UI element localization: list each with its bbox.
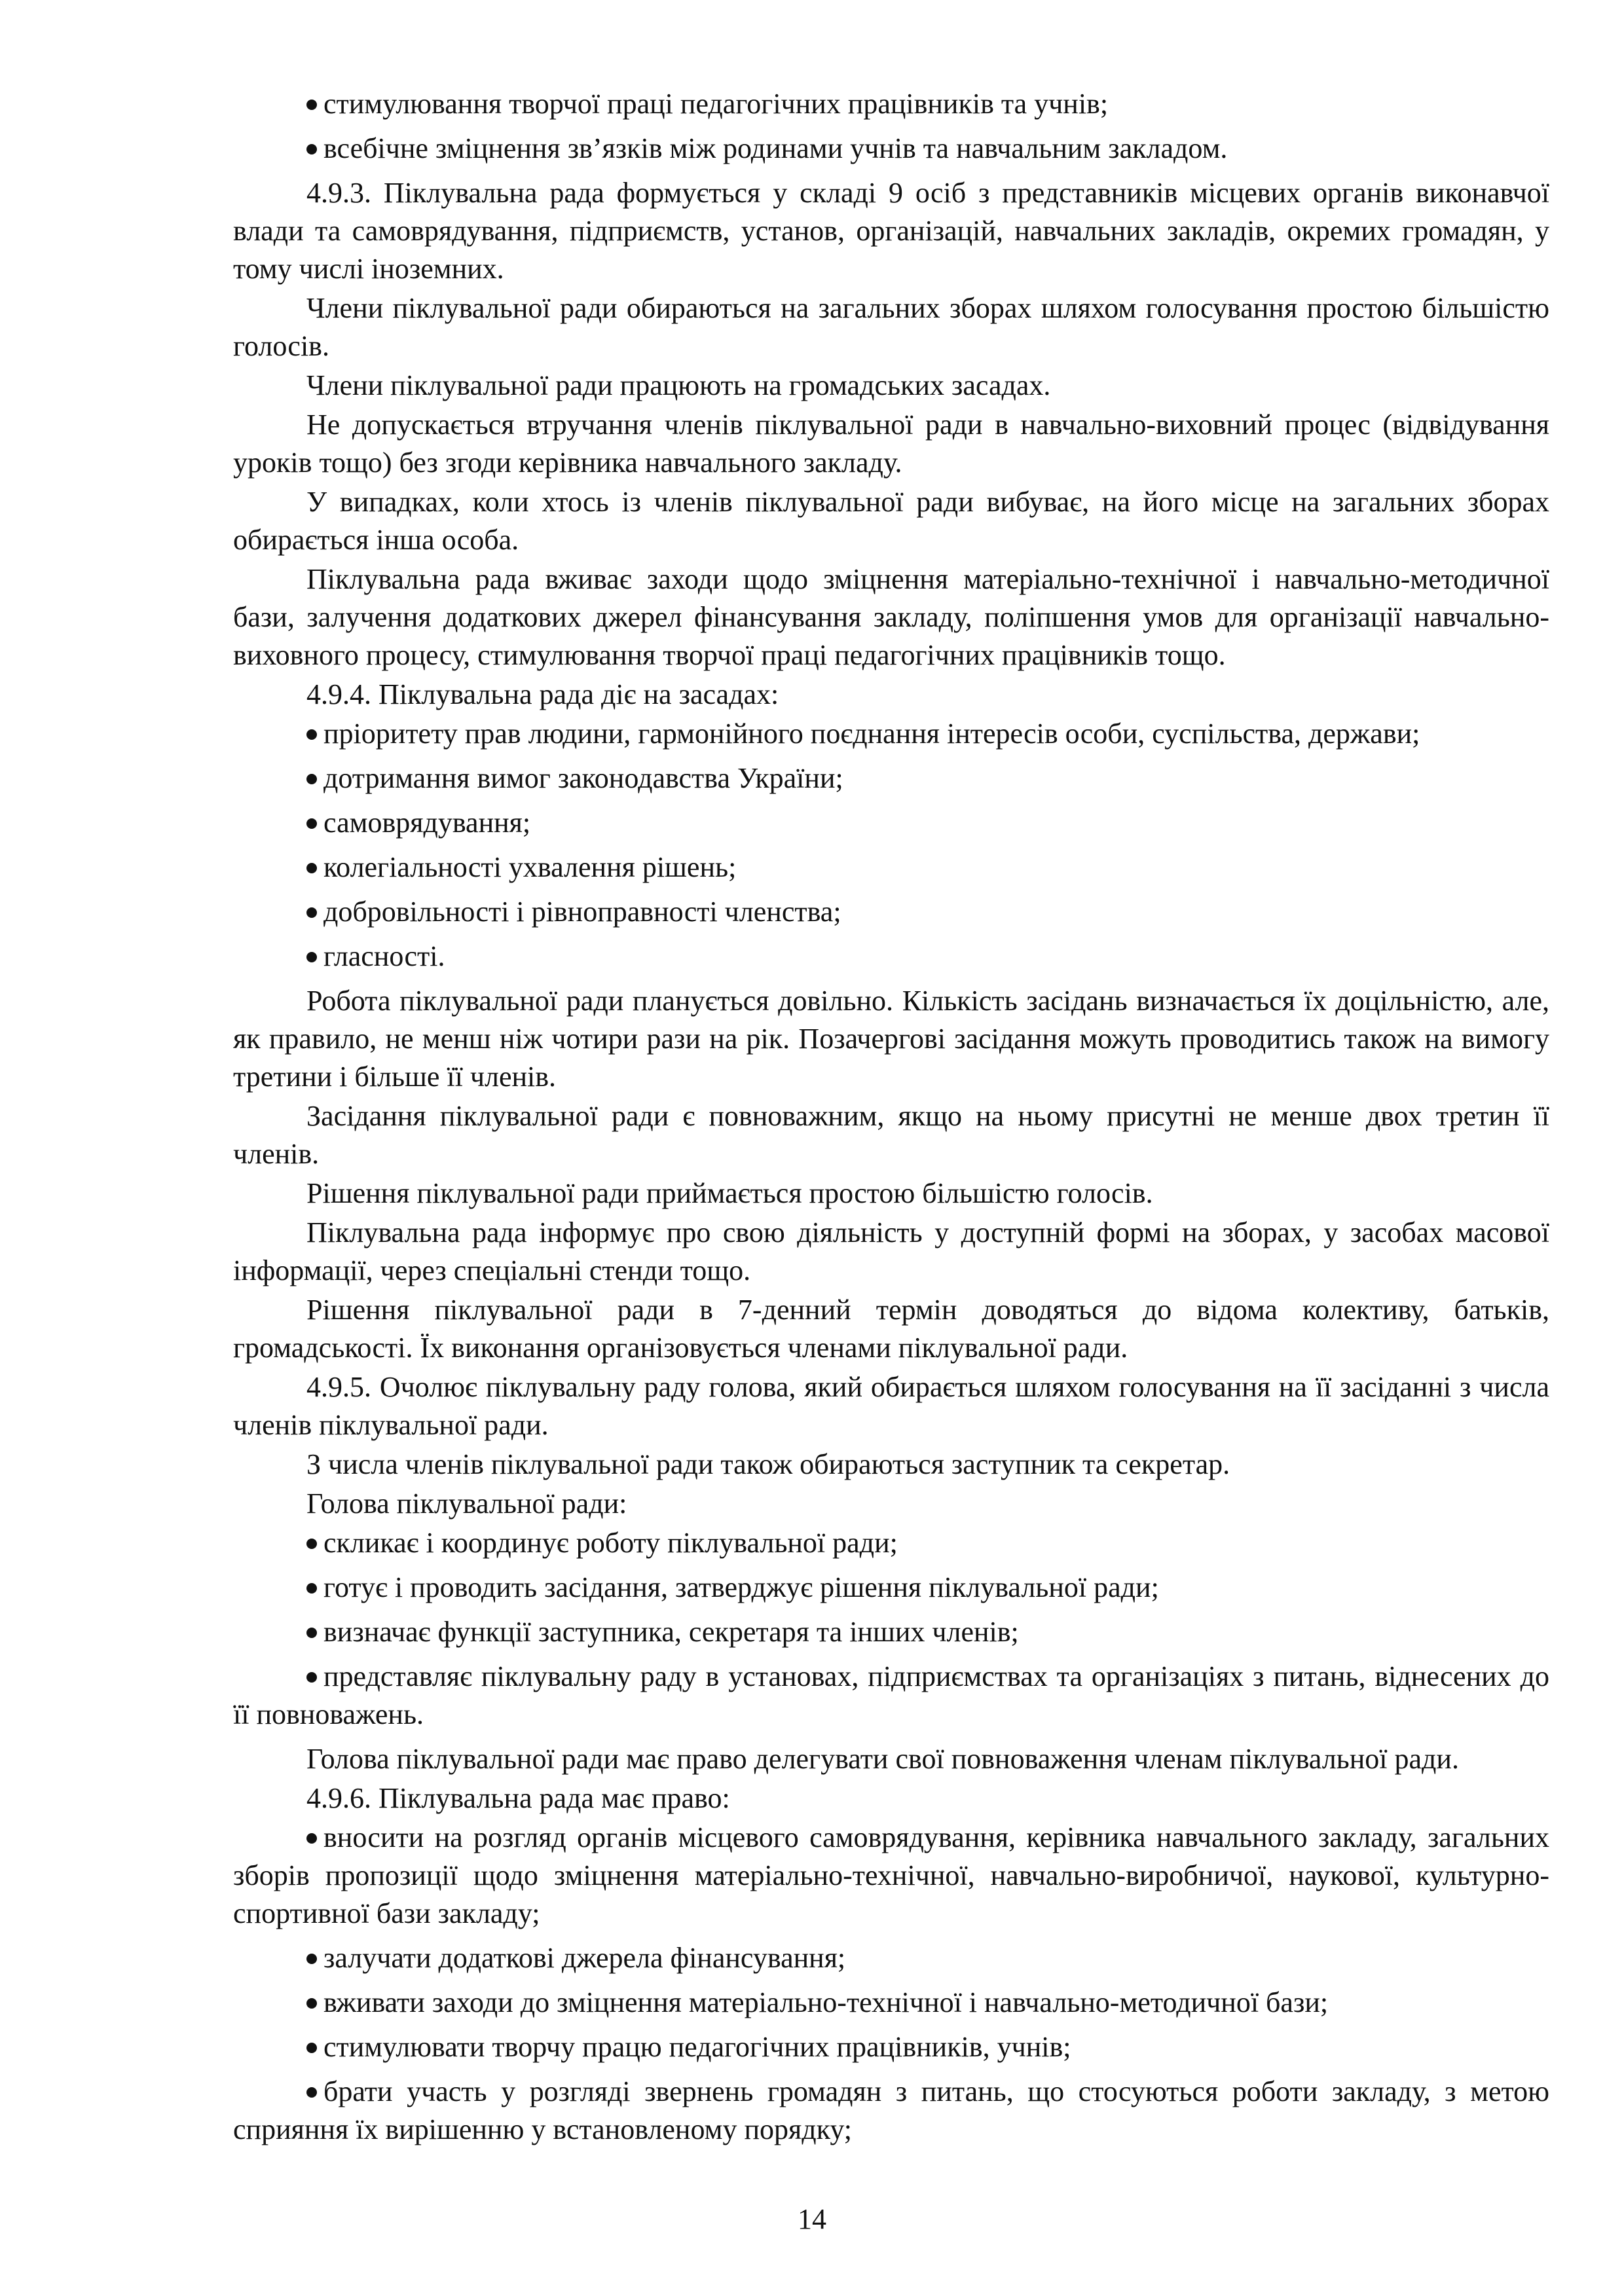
bullet-item bbox=[233, 2028, 1549, 2066]
bullet-icon bbox=[306, 100, 317, 110]
paragraph: Рішення піклувальної ради приймається простою більшістю голосів. bbox=[306, 1177, 1153, 1209]
bullet-icon bbox=[306, 1954, 317, 1964]
bullet-text: всебічне зміцнення зв’язків між родинами учнів та навчальним закладом. bbox=[323, 132, 1228, 164]
bullet-text: представляє піклувальну раду в установах, підприємствах та організаціях з питань, віднесених до її повноважень. bbox=[233, 1660, 1549, 1730]
bullet-item bbox=[233, 848, 1549, 886]
bullet-item bbox=[233, 85, 1549, 123]
paragraph: З числа членів піклувальної ради також обираються заступник та секретар. bbox=[306, 1448, 1230, 1480]
bullet-text: дотримання вимог законодавства України; bbox=[323, 762, 843, 794]
bullet-item bbox=[233, 1658, 1549, 1734]
bullet-icon bbox=[306, 1833, 317, 1844]
bullet-item bbox=[233, 130, 1549, 168]
bullet-text: вживати заходи до зміцнення матеріально-технічної і навчально-методичної бази; bbox=[323, 1986, 1329, 2018]
bullet-item bbox=[233, 1939, 1549, 1977]
bullet-text: пріоритету прав людини, гармонійного поєднання інтересів особи, суспільства, держави; bbox=[323, 718, 1420, 750]
bullet-text: самоврядування; bbox=[323, 807, 531, 839]
bullet-icon bbox=[306, 952, 317, 962]
bullet-icon bbox=[306, 907, 317, 918]
bullet-icon bbox=[306, 1672, 317, 1683]
bullet-item bbox=[233, 804, 1549, 842]
bullet-text: гласності. bbox=[323, 940, 445, 972]
bullet-icon bbox=[306, 2043, 317, 2053]
paragraph: Засідання піклувальної ради є повноважним, якщо на ньому присутні не менше двох третин її членів. bbox=[233, 1100, 1549, 1170]
bullet-text: стимулювати творчу працю педагогічних працівників, учнів; bbox=[323, 2031, 1071, 2063]
bullet-text: вносити на розгляд органів місцевого самоврядування, керівника навчального закладу, загальних зборів пропозиції щодо зміцнення матеріально-технічної, навчально-виробничої, наукової, культурно-спортивної бази закладу; bbox=[233, 1821, 1549, 1929]
paragraph: Голова піклувальної ради: bbox=[306, 1487, 627, 1520]
bullet-item bbox=[233, 1569, 1549, 1607]
bullet-text: скликає і координує роботу піклувальної ради; bbox=[323, 1527, 898, 1559]
bullet-icon bbox=[306, 1628, 317, 1638]
section-heading: 4.9.6. Піклувальна рада має право: bbox=[306, 1782, 730, 1814]
bullet-item bbox=[233, 893, 1549, 931]
paragraph: Члени піклувальної ради обираються на загальних зборах шляхом голосування простою більшістю голосів. bbox=[233, 292, 1549, 362]
bullet-text: колегіальності ухвалення рішень; bbox=[323, 851, 737, 883]
bullet-item bbox=[233, 938, 1549, 975]
bullet-item bbox=[233, 715, 1549, 753]
bullet-text: залучати додаткові джерела фінансування; bbox=[323, 1942, 846, 1974]
bullet-icon bbox=[306, 1539, 317, 1549]
bullet-item bbox=[233, 759, 1549, 797]
bullet-text: брати участь у розгляді звернень громадян з питань, що стосуються роботи закладу, з метою сприяння їх вирішенню у встановленому порядку; bbox=[233, 2075, 1549, 2145]
bullet-text: готує і проводить засідання, затверджує рішення піклувальної ради; bbox=[323, 1571, 1159, 1603]
paragraph: Піклувальна рада інформує про свою діяльність у доступній формі на зборах, у засобах масової інформації, через спеціальні стенди тощо. bbox=[233, 1216, 1549, 1286]
paragraph: Голова піклувальної ради має право делегувати свої повноваження членам піклувальної ради. bbox=[306, 1743, 1459, 1775]
paragraph: 4.9.5. Очолює піклувальну раду голова, який обирається шляхом голосування на її засіданні з числа членів піклувальної ради. bbox=[233, 1371, 1549, 1441]
bullet-icon bbox=[306, 818, 317, 829]
paragraph: Не допускається втручання членів піклувальної ради в навчально-виховний процес (відвідування уроків тощо) без згоди керівника навчального закладу. bbox=[233, 409, 1549, 479]
bullet-text: добровільності і рівноправності членства; bbox=[323, 896, 841, 928]
paragraph: Піклувальна рада вживає заходи щодо зміцнення матеріально-технічної і навчально-методичної бази, залучення додаткових джерел фінансування закладу, поліпшення умов для організації навчально-виховного процесу, стимулювання творчої праці педагогічних працівників тощо. bbox=[233, 563, 1549, 671]
bullet-item bbox=[233, 1613, 1549, 1651]
paragraph: Рішення піклувальної ради в 7-денний термін доводяться до відома колективу, батьків, громадськості. Їх виконання організовується членами піклувальної ради. bbox=[233, 1294, 1549, 1364]
bullet-item bbox=[233, 1524, 1549, 1562]
paragraph: Члени піклувальної ради працюють на громадських засадах. bbox=[306, 369, 1051, 401]
paragraph: У випадках, коли хтось із членів піклувальної ради вибуває, на його місце на загальних зборах обирається інша особа. bbox=[233, 486, 1549, 556]
bullet-text: стимулювання творчої праці педагогічних працівників та учнів; bbox=[323, 88, 1109, 120]
bullet-icon bbox=[306, 1583, 317, 1594]
section-heading: 4.9.4. Піклувальна рада діє на засадах: bbox=[306, 678, 779, 710]
paragraph: Робота піклувальної ради планується довільно. Кількість засідань визначається їх доцільністю, але, як правило, не менш ніж чотири рази на рік. Позачергові засідання можуть проводитись також на вимогу третини і більше її членів. bbox=[233, 985, 1549, 1093]
bullet-icon bbox=[306, 774, 317, 784]
bullet-text: визначає функції заступника, секретаря та інших членів; bbox=[323, 1616, 1019, 1648]
paragraph: 4.9.3. Піклувальна рада формується у складі 9 осіб з представників місцевих органів виконавчої влади та самоврядування, підприємств, установ, організацій, навчальних закладів, окремих громадян, у тому числі іноземних. bbox=[233, 177, 1549, 285]
bullet-icon bbox=[306, 144, 317, 155]
bullet-icon bbox=[306, 2087, 317, 2098]
bullet-item bbox=[233, 1819, 1549, 1933]
bullet-item bbox=[233, 2073, 1549, 2149]
page-number: 14 bbox=[798, 2203, 826, 2235]
bullet-item bbox=[233, 1984, 1549, 2022]
document-body bbox=[233, 85, 1549, 2155]
bullet-icon bbox=[306, 863, 317, 873]
bullet-icon bbox=[306, 729, 317, 740]
bullet-icon bbox=[306, 1998, 317, 2009]
